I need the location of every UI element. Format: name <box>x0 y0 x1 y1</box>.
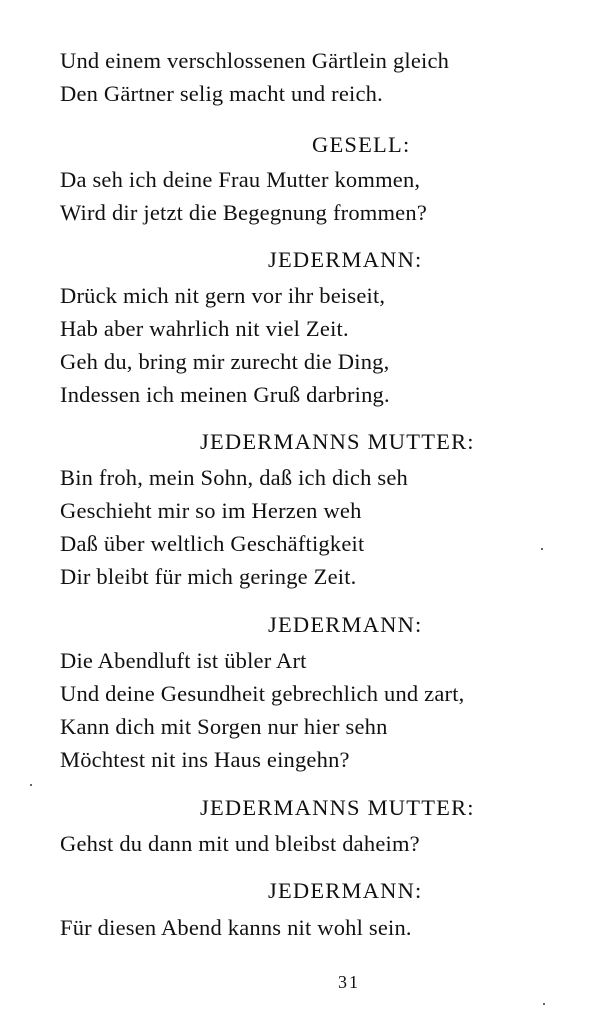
verse-line: Geh du, bring mir zurecht die Ding, <box>60 349 390 374</box>
speaker-gesell: GESELL: <box>312 132 411 157</box>
verse-line: Daß über weltlich Geschäftigkeit <box>60 531 365 556</box>
verse-line: Den Gärtner selig macht und reich. <box>60 81 383 106</box>
scan-speck <box>30 784 32 786</box>
verse-line: Möchtest nit ins Haus eingehn? <box>60 747 350 772</box>
verse-line: Hab aber wahrlich nit viel Zeit. <box>60 316 349 341</box>
verse-line: Gehst du dann mit und bleibst daheim? <box>60 831 420 856</box>
speaker-jedermann: JEDERMANN: <box>268 247 423 272</box>
page-number: 31 <box>338 972 360 992</box>
verse-block-0 <box>60 44 580 110</box>
speaker-jedermann: JEDERMANN: <box>268 878 423 903</box>
verse-line: Indessen ich meinen Gruß darbring. <box>60 382 390 407</box>
verse-line: Bin froh, mein Sohn, daß ich dich seh <box>60 465 408 490</box>
verse-block-5 <box>60 827 580 860</box>
verse-block-2 <box>60 279 580 411</box>
verse-block-6 <box>60 911 580 944</box>
verse-line: Geschieht mir so im Herzen weh <box>60 498 362 523</box>
speaker-jedermann: JEDERMANN: <box>268 612 423 637</box>
verse-line: Da seh ich deine Frau Mutter kommen, <box>60 167 421 192</box>
verse-line: Und einem verschlossenen Gärtlein gleich <box>60 48 450 73</box>
scan-speck <box>543 1003 545 1005</box>
verse-block-4 <box>60 644 580 776</box>
verse-line: Die Abendluft ist übler Art <box>60 648 307 673</box>
verse-line: Wird dir jetzt die Begegnung frommen? <box>60 200 428 225</box>
verse-line: Kann dich mit Sorgen nur hier sehn <box>60 714 388 739</box>
verse-line: Drück mich nit gern vor ihr beiseit, <box>60 283 386 308</box>
speaker-jedermanns-mutter: JEDERMANNS MUTTER: <box>200 795 475 820</box>
verse-line: Und deine Gesundheit gebrechlich und zart, <box>60 681 465 706</box>
verse-block-3 <box>60 461 580 593</box>
verse-line: Dir bleibt für mich geringe Zeit. <box>60 564 357 589</box>
verse-block-1 <box>60 163 580 229</box>
verse-line: Für diesen Abend kanns nit wohl sein. <box>60 915 412 940</box>
scan-speck <box>541 548 543 550</box>
speaker-jedermanns-mutter: JEDERMANNS MUTTER: <box>200 429 475 454</box>
